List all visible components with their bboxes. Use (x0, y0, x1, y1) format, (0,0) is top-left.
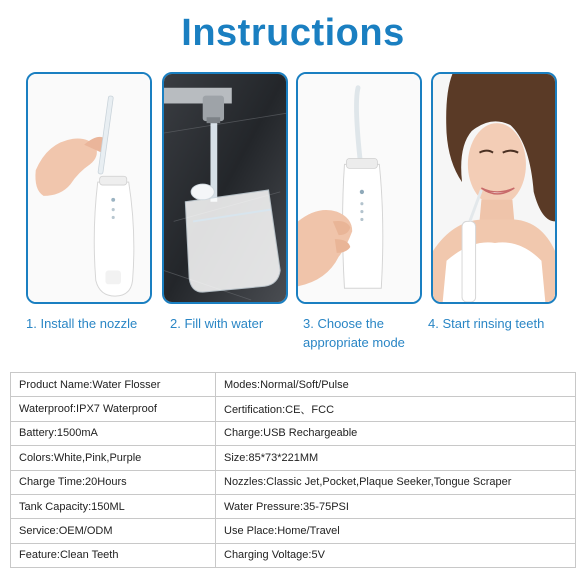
step-1-image (26, 72, 152, 304)
table-row (11, 373, 576, 397)
spec-cell: Use Place:Home/Travel (216, 519, 576, 543)
spec-cell: Size:85*73*221MM (216, 446, 576, 470)
step-3-label: 3. Choose the appropriate mode (303, 316, 405, 350)
spec-cell: Tank Capacity:150ML (11, 494, 216, 518)
spec-cell: Feature:Clean Teeth (11, 543, 216, 567)
spec-cell: Certification:CE、FCC (216, 397, 576, 421)
step-2-image (162, 72, 288, 304)
step-3-image (296, 72, 422, 304)
table-row (11, 421, 576, 445)
step-4-image (431, 72, 557, 304)
spec-cell: Product Name:Water Flosser (11, 373, 216, 397)
table-row (11, 494, 576, 518)
spec-cell: Service:OEM/ODM (11, 519, 216, 543)
step-1-label: 1. Install the nozzle (26, 316, 138, 331)
spec-cell: Colors:White,Pink,Purple (11, 446, 216, 470)
page-title: Instructions (181, 12, 405, 54)
spec-cell: Waterproof:IPX7 Waterproof (11, 397, 216, 421)
spec-cell: Charge Time:20Hours (11, 470, 216, 494)
instruction-steps (0, 72, 586, 352)
table-row (11, 519, 576, 543)
table-row (11, 397, 576, 421)
spec-cell: Battery:1500mA (11, 421, 216, 445)
spec-cell: Modes:Normal/Soft/Pulse (216, 373, 576, 397)
table-row (11, 470, 576, 494)
spec-cell: Charge:USB Rechargeable (216, 421, 576, 445)
spec-cell: Water Pressure:35-75PSI (216, 494, 576, 518)
spec-cell: Charging Voltage:5V (216, 543, 576, 567)
table-row (11, 543, 576, 567)
spec-cell: Nozzles:Classic Jet,Pocket,Plaque Seeker,Tongue Scraper (216, 470, 576, 494)
specifications-table (10, 372, 576, 568)
step-2-label: 2. Fill with water (170, 316, 264, 331)
table-row (11, 446, 576, 470)
step-4-label: 4. Start rinsing teeth (428, 316, 545, 331)
